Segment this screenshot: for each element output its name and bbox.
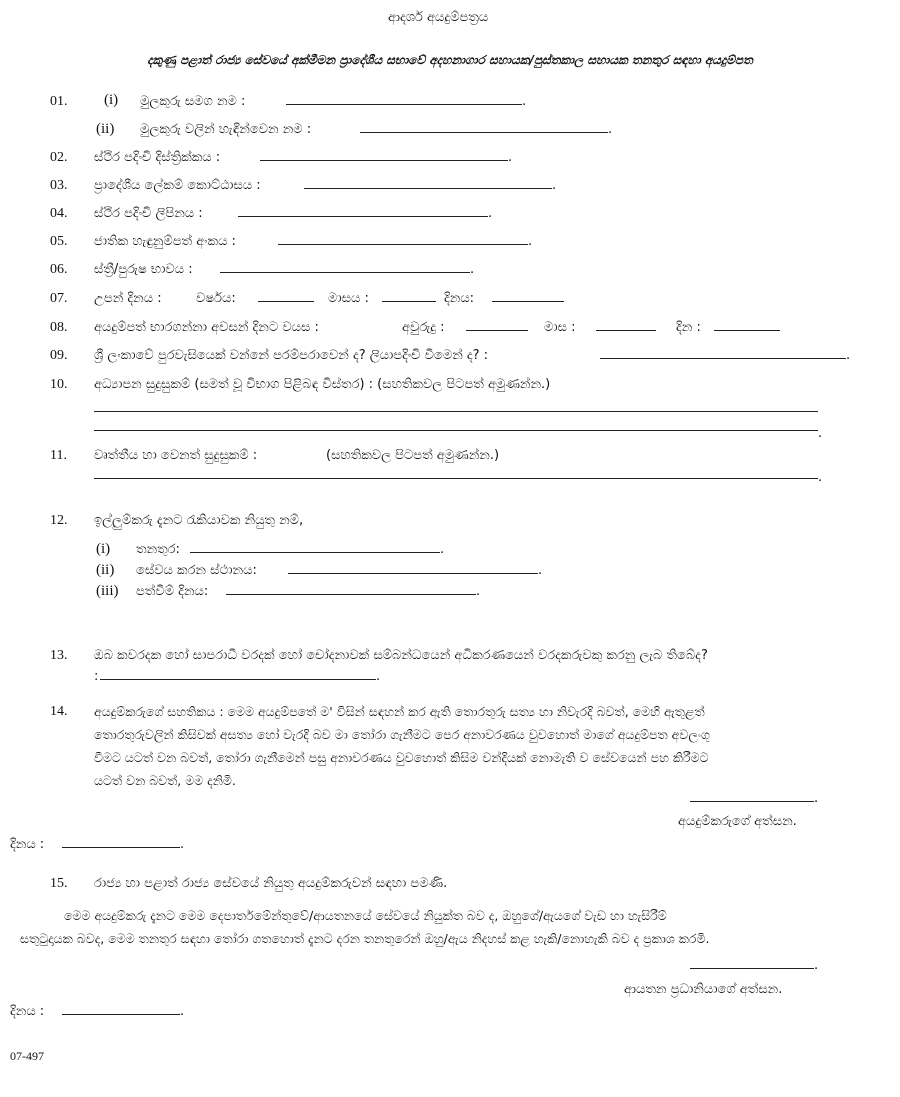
item-04-number: 04. bbox=[50, 206, 68, 221]
divisional-secretariat-line[interactable] bbox=[304, 188, 552, 189]
item-06-number: 06. bbox=[50, 262, 68, 277]
head-certification-line-2: සතුටුදායක බවද, මෙම තනතුර සඳහා තෝරා ගතහොත් දැනට දරන තනතුරෙන් ඔහු/ඇය නිදහස් කළ හැකි/නොහැකි බව ද ප්‍රකාශ කරමි. bbox=[20, 931, 710, 946]
item-01-ii-marker: (ii) bbox=[96, 121, 115, 137]
item-01-initials-name-label: මුලකුරු වලින් හැඳින්වෙන නම : bbox=[140, 122, 312, 137]
item-09-label: ශ්‍රී ලංකාවේ පුරවැසියෙක් වන්නේ පරම්පරාවෙන් ද? ලියාපදිංචි වීමෙන් ද? : bbox=[94, 348, 489, 363]
item-15-number: 15. bbox=[50, 876, 68, 891]
applicant-signature-line[interactable] bbox=[690, 801, 814, 802]
age-days-label: දින : bbox=[676, 320, 701, 335]
applicant-signature-label: අයදුම්කරුගේ අත්සන. bbox=[678, 814, 797, 829]
workplace-line[interactable] bbox=[288, 573, 538, 574]
item-03-number: 03. bbox=[50, 178, 68, 193]
item-04-label: ස්ථිර පදිංචි ලිපිනය : bbox=[94, 206, 203, 221]
item-11-number: 11. bbox=[50, 448, 67, 463]
birth-year-label: වර්ෂය: bbox=[196, 291, 236, 306]
birth-day-label: දිනය: bbox=[444, 291, 475, 306]
item-01-i-marker: (i) bbox=[104, 92, 119, 108]
conviction-answer-line[interactable] bbox=[100, 679, 376, 680]
address-line[interactable] bbox=[238, 216, 488, 217]
item-03-label: ප්‍රාදේශීය ලේකම් කොට්ඨාසය : bbox=[94, 178, 261, 193]
birth-year-line[interactable] bbox=[258, 301, 314, 302]
item-05-label: ජාතික හැඳුනුම්පත් අංකය : bbox=[94, 234, 236, 249]
age-years-label: අවුරුදු : bbox=[402, 320, 445, 335]
item-15-label: රාජ්‍ය හා පළාත් රාජ්‍ය සේවයේ නියුතු අයදුම්කරුවන් සඳහා පමණි. bbox=[94, 876, 448, 891]
head-signature-line[interactable] bbox=[690, 968, 814, 969]
item-02-label: ස්ථිර පදිංචි දිස්ත්‍රික්කය : bbox=[94, 150, 221, 165]
appointment-date-line[interactable] bbox=[226, 594, 476, 595]
appointment-date-label: පත්වීම් දිනය: bbox=[136, 584, 209, 599]
item-11-label: වෘත්තීය හා වෙනත් සුදුසුකම් : bbox=[94, 448, 258, 463]
age-months-line[interactable] bbox=[596, 330, 656, 331]
head-date-line[interactable] bbox=[62, 1014, 180, 1015]
gender-line[interactable] bbox=[220, 272, 470, 273]
declaration-line-4: යටත් වන බවත්, මම දනිමි. bbox=[94, 773, 236, 788]
professional-qualifications-line[interactable] bbox=[94, 478, 818, 479]
item-08-label: අයදුම්පත් භාරගන්නා අවසන් දිනට වයස : bbox=[94, 320, 319, 335]
item-12-i-marker: (i) bbox=[96, 541, 111, 557]
birth-month-label: මාසය : bbox=[328, 291, 369, 306]
declaration-line-1: අයදුම්කරුගේ සහතිකය : මෙම අයදුම්පතේ ම' විසින් සඳහන් කර ඇති තොරතුරු සත්‍ය හා නිවැරදි බවත්, මෙහි ඇතුළත් bbox=[94, 704, 705, 719]
item-11-note: (සහතිකවල පිටපත් අමුණන්න.) bbox=[326, 448, 500, 463]
current-post-line[interactable] bbox=[190, 552, 440, 553]
full-name-line[interactable] bbox=[286, 104, 522, 105]
initials-name-line[interactable] bbox=[360, 132, 608, 133]
item-01-full-name-label: මුලකුරු සමග නම : bbox=[140, 94, 246, 109]
workplace-label: සේවය කරන ස්ථානය: bbox=[136, 563, 257, 578]
citizenship-line[interactable] bbox=[600, 358, 846, 359]
item-06-label: ස්ත්‍රී/පුරුෂ භාවය : bbox=[94, 262, 193, 277]
item-10-number: 10. bbox=[50, 377, 68, 392]
head-certification-line-1: මෙම අයදුම්කරු දැනට මෙම දෙපාර්තමේන්තුවේ/ආයතනයේ සේවයේ නියුක්ත බව ද, ඔහුගේ/ඇයගේ වැඩ හා හැසිරීම් bbox=[64, 908, 667, 923]
item-02-number: 02. bbox=[50, 150, 68, 165]
item-13-label: ඔබ කවරදක හෝ සාපරාධී වරදක් හෝ චෝදනාවක් සම්බන්ධයෙන් අධිකරණයෙන් වරදකරුවකු කරනු ලැබ තිබේද? bbox=[94, 648, 708, 663]
district-line[interactable] bbox=[260, 160, 508, 161]
applicant-date-label: දිනය : bbox=[10, 837, 45, 852]
head-signature-label: ආයතන ප්‍රධානියාගේ අත්සන. bbox=[624, 982, 783, 997]
form-code: 07-497 bbox=[10, 1049, 44, 1063]
declaration-line-3: වීමට යටත් වන බවත්, තෝරා ගැනීමෙන් පසු අනාවරණය වුවහොත් කිසිම වන්දියක් නොමැති ව සේවයෙන් පහ කිරීමට bbox=[94, 750, 709, 765]
education-line-1[interactable] bbox=[94, 411, 818, 412]
form-title: ආදර්ශ අයදුම්පත්‍රය bbox=[388, 10, 489, 25]
nic-line[interactable] bbox=[278, 244, 528, 245]
item-13-number: 13. bbox=[50, 648, 68, 663]
item-09-number: 09. bbox=[50, 348, 68, 363]
item-07-label: උපන් දිනය : bbox=[94, 291, 162, 306]
declaration-line-2: තොරතුරුවලින් කිසිවක් අසත්‍ය හෝ වැරදි බව මා තෝරා ගැනීමට පෙර අනාවරණය වුවහොත් මාගේ අයදුම්පත අවලංගු bbox=[94, 727, 710, 742]
application-form: ආදර්ශ අයදුම්පත්‍රය දකුණු පළාත් රාජ්‍ය සේවයේ අක්මීමන ප්‍රාදේශීය සභාවේ අදහනාගාර සහායක/පුස්තකාල සහායක තනතුර සඳහා අයදුම්පත 01. (i) මුලකුරු සමග නම : . (ii) මුලකුරු වලින් හැඳින්වෙන නම : . 02. ස්ථිර පදිංචි දිස්ත්‍රික්කය : . 03. ප්‍රාදේශීය ලේකම් කොට්ඨාසය : . 04. ස්ථිර පදිංචි ලිපිනය : . 05. ජාතික හැඳුනුම්පත් අංකය : . 06. ස්ත්‍රී/පුරුෂ භාවය : . 07. උපන් දිනය : වර්ෂය: මාසය : දිනය: 08. අයදුම්පත් භාරගන්නා අවසන් දිනට වයස : අවුරුදු : මාස : දින : 09. ශ්‍රී ලංකාවේ පුරවැසියෙක් වන්නේ පරම්පරාවෙන් ද? ලියාපදිංචි වීමෙන් ද? : . 10. අධ්‍යාපන සුදුසුකම් (සමත් වූ විභාග පිළිබඳ විස්තර) : (සහතිකවල පිටපත් අමුණන්න.) . 11. වෘත්තීය හා වෙනත් සුදුසුකම් : (සහතිකවල පිටපත් අමුණන්න.) . 12. ඉල්ලුම්කරු දැනට රැකියාවක නියුතු නම්, (i) තනතුර: . (ii) සේවය කරන ස්ථානය: . (iii) පත්වීම් දිනය: . 13. ඔබ කවරදක හෝ සාපරාධී වරදක් හෝ චෝදනාවක් සම්බන්ධයෙන් අධිකරණයෙන් වරදකරුවකු කරනු ලැබ තිබේද? : . 14. අයදුම්කරුගේ සහතිකය : මෙම අයදුම්පතේ ම' විසින් සඳහන් කර ඇති තොරතුරු සත්‍ය හා නිවැරදි බවත්, මෙහි ඇතුළත් තොරතුරුවලින් කිසිවක් අසත්‍ය හෝ වැරදි බව මා තෝරා ගැනීමට පෙර අනාවරණය වුවහොත් මාගේ අයදුම්පත අවලංගු වීමට යටත් වන බවත්, තෝරා ගැනීමෙන් පසු අනාවරණය වුවහොත් කිසිම වන්දියක් නොමැති ව සේවයෙන් පහ කිරීමට යටත් වන බවත්, මම දනිමි. . අයදුම්කරුගේ අත්සන. දිනය : . 15. රාජ්‍ය හා පළාත් රාජ්‍ය සේවයේ නියුතු අයදුම්කරුවන් සඳහා පමණි. මෙම අයදුම්කරු දැනට මෙම දෙපාර්තමේන්තුවේ/ආයතනයේ සේවයේ නියුක්ත බව ද, ඔහුගේ/ඇයගේ වැඩ හා හැසිරීම් සතුටුදායක බවද, මෙම තනතුර සඳහා තෝරා ගතහොත් දැනට දරන තනතුරෙන් ඔහු/ඇය නිදහස් කළ හැකි/නොහැකි බව ද ප්‍රකාශ කරමි. . ආයතන ප්‍රධානියාගේ අත්සන. දිනය : . 07-497 bbox=[0, 0, 900, 1097]
item-12-iii-marker: (iii) bbox=[96, 583, 119, 599]
item-12-number: 12. bbox=[50, 513, 68, 528]
item-08-number: 08. bbox=[50, 320, 68, 335]
form-subtitle: දකුණු පළාත් රාජ්‍ය සේවයේ අක්මීමන ප්‍රාදේශීය සභාවේ අදහනාගාර සහායක/පුස්තකාල සහායක තනතුර සඳහා අයදුම්පත bbox=[147, 53, 753, 67]
applicant-date-line[interactable] bbox=[62, 847, 180, 848]
birth-month-line[interactable] bbox=[382, 301, 436, 302]
item-13-colon: : bbox=[94, 669, 99, 684]
item-01-number: 01. bbox=[50, 94, 68, 109]
item-12-ii-marker: (ii) bbox=[96, 562, 115, 578]
birth-day-line[interactable] bbox=[492, 301, 564, 302]
item-12-label: ඉල්ලුම්කරු දැනට රැකියාවක නියුතු නම්, bbox=[94, 513, 304, 528]
head-date-label: දිනය : bbox=[10, 1004, 45, 1019]
age-days-line[interactable] bbox=[714, 330, 780, 331]
item-07-number: 07. bbox=[50, 291, 68, 306]
education-line-2[interactable] bbox=[94, 430, 818, 431]
current-post-label: තනතුර: bbox=[136, 542, 180, 557]
item-14-number: 14. bbox=[50, 704, 68, 719]
age-years-line[interactable] bbox=[466, 330, 528, 331]
age-months-label: මාස : bbox=[544, 320, 576, 335]
item-10-label: අධ්‍යාපන සුදුසුකම් (සමත් වූ විභාග පිළිබඳ විස්තර) : (සහතිකවල පිටපත් අමුණන්න.) bbox=[94, 377, 551, 392]
item-05-number: 05. bbox=[50, 234, 68, 249]
